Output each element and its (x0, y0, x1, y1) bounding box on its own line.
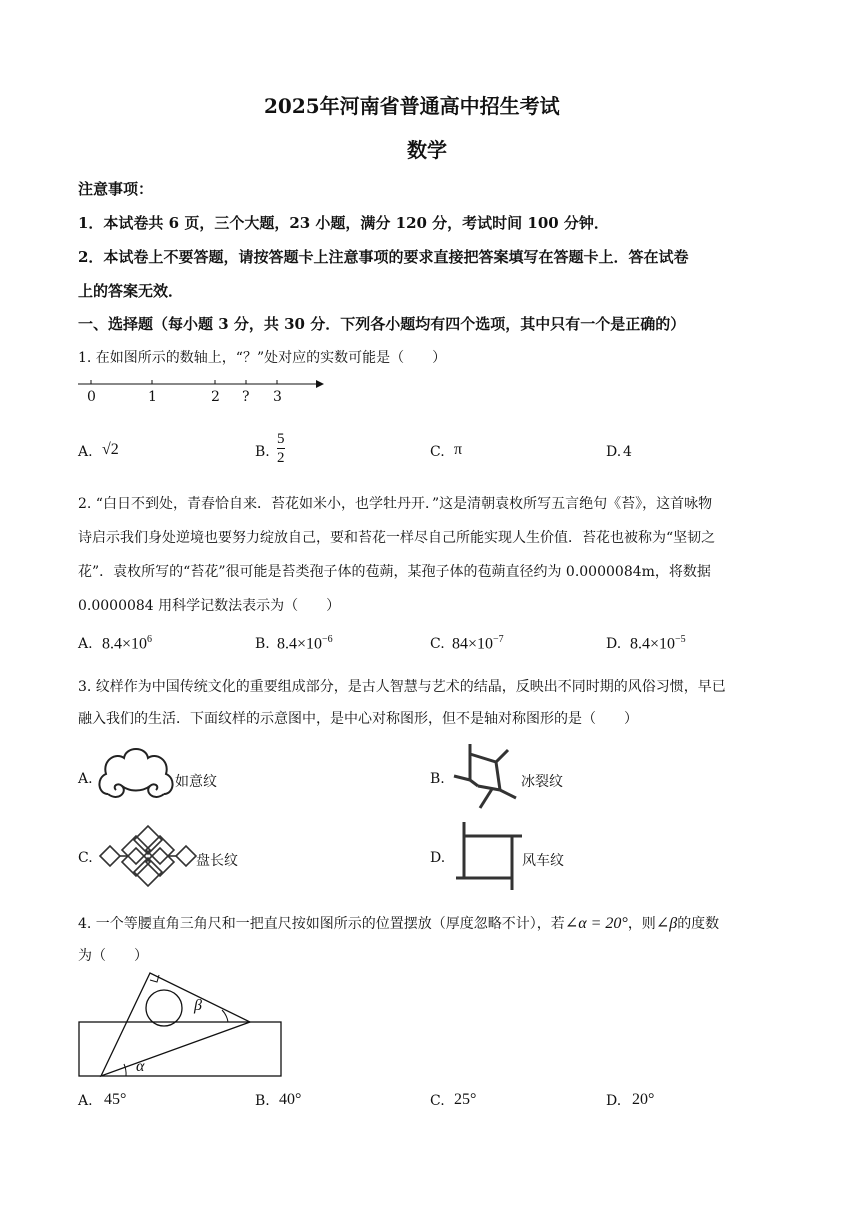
q2-c-base: 84×10 (452, 635, 494, 653)
q1-option-c-value: π (454, 441, 463, 458)
q2-option-b-value (277, 634, 333, 653)
q3-option-b-name: 冰裂纹 (521, 774, 563, 790)
pinwheel-pattern-figure (454, 822, 524, 892)
notes-heading: 注意事项： (78, 180, 154, 198)
q4-option-c-value: 25° (454, 1091, 477, 1108)
q4-option-c-label[interactable]: C. (430, 1093, 445, 1109)
notes-item-2-line2: 上的答案无效． (78, 282, 184, 300)
q2-option-b-label[interactable]: B. (255, 636, 270, 652)
q2-a-base: 8.4×10 (102, 635, 148, 653)
notes-item-2-line1: 2．本试卷上不要答题，请按答题卡上注意事项的要求直接把答案填写在答题卡上．答在试卷 (78, 248, 689, 266)
q1-option-a-value: √2 (102, 441, 119, 458)
subject-title: 数学 (407, 138, 447, 162)
q3-line-2: 融入我们的生活．下面纹样的示意图中，是中心对称图形，但不是轴对称图形的是（ ） (78, 711, 638, 727)
q2-option-a-label[interactable]: A. (78, 636, 93, 652)
fraction-denominator: 2 (277, 450, 285, 466)
q1-stem: 1. 在如图所示的数轴上，“？”处对应的实数可能是（ ） (78, 350, 447, 366)
q2-line-1: 2. “白日不到处，青春恰自来．苔花如米小，也学牡丹开．”这是清朝袁枚所写五言绝句《苔》，这首咏物 (78, 496, 713, 512)
q2-c-exp: −7 (493, 634, 504, 645)
tick-question: ? (242, 389, 250, 405)
q2-option-c-label[interactable]: C. (430, 636, 445, 652)
q3-option-a-name: 如意纹 (175, 774, 217, 790)
q2-d-exp: −5 (675, 634, 686, 645)
q2-option-a-value (102, 634, 152, 653)
q1-option-b-fraction (277, 430, 285, 467)
q2-d-base: 8.4×10 (630, 635, 676, 653)
q4-line-1-post: ，则 (627, 916, 656, 932)
q4-option-d-label[interactable]: D. (606, 1093, 622, 1109)
tick-2: 2 (211, 389, 220, 405)
ice-crack-pattern-figure (452, 742, 522, 812)
q2-b-exp: −6 (322, 634, 333, 645)
notes-item-1: 1．本试卷共 6 页，三个大题，23 小题，满分 120 分，考试时间 100 分钟． (78, 214, 609, 232)
q1-option-d-value: 4 (623, 444, 632, 460)
angle-beta-label: β (194, 997, 202, 1014)
q1-option-d-label[interactable]: D. (606, 444, 622, 460)
q3-option-c-name: 盘长纹 (196, 853, 238, 869)
q1-option-a-label[interactable]: A. (78, 444, 93, 460)
q4-option-a-value: 45° (104, 1091, 127, 1108)
q2-option-d-label[interactable]: D. (606, 636, 622, 652)
fraction-numerator: 5 (277, 431, 285, 447)
q2-option-c-value (452, 634, 504, 653)
section1-heading: 一、选择题（每小题 3 分，共 30 分．下列各小题均有四个选项，其中只有一个是正确的） (78, 315, 686, 333)
number-line (78, 376, 328, 406)
q3-option-a-label[interactable]: A. (78, 771, 93, 787)
q4-option-a-label[interactable]: A. (78, 1093, 93, 1109)
tick-3: 3 (273, 389, 282, 405)
q4-line-1-end: 的度数 (677, 916, 720, 932)
q1-option-c-label[interactable]: C. (430, 444, 445, 460)
q2-line-2: 诗启示我们身处逆境也要努力绽放自己，要和苔花一样尽自己所能实现人生价值．苔花也被称为“坚韧之 (78, 530, 716, 546)
exam-title: 2025年河南省普通高中招生考试 (264, 94, 560, 118)
panchang-pattern-figure (98, 826, 198, 886)
q2-option-d-value (630, 634, 686, 653)
q1-option-b-label[interactable]: B. (255, 444, 270, 460)
q4-line-1-pre: 4. 一个等腰直角三角尺和一把直尺按如图所示的位置摆放（厚度忽略不计），若 (78, 916, 565, 932)
tick-0: 0 (87, 389, 96, 405)
q4-condition: ∠α = 20° (564, 915, 628, 932)
q4-line-1 (78, 913, 719, 933)
q4-line-2: 为（ ） (78, 948, 148, 964)
q2-a-exp: 6 (147, 634, 153, 645)
q3-option-b-label[interactable]: B. (430, 771, 445, 787)
ruyi-pattern-figure (96, 742, 176, 812)
q4-option-d-value: 20° (632, 1091, 655, 1108)
angle-alpha-label: α (136, 1058, 145, 1075)
q2-line-4: 0.0000084 用科学记数法表示为（ ） (78, 598, 341, 614)
q3-option-c-label[interactable]: C. (78, 850, 93, 866)
q3-option-d-label[interactable]: D. (430, 850, 446, 866)
q4-option-b-value: 40° (279, 1091, 302, 1108)
q4-beta-symbol: ∠β (655, 915, 678, 932)
tick-1: 1 (148, 389, 157, 405)
q3-line-1: 3. 纹样作为中国传统文化的重要组成部分，是古人智慧与艺术的结晶，反映出不同时期的风俗习惯，早已 (78, 679, 726, 695)
q3-option-d-name: 风车纹 (522, 853, 564, 869)
triangle-ruler-figure (78, 970, 288, 1080)
q2-line-3: 花”．袁枚所写的“苔花”很可能是苔类孢子体的苞蒴，某孢子体的苞蒴直径约为 0.0000084m，将数据 (78, 564, 711, 580)
q2-b-base: 8.4×10 (277, 635, 323, 653)
q4-option-b-label[interactable]: B. (255, 1093, 270, 1109)
